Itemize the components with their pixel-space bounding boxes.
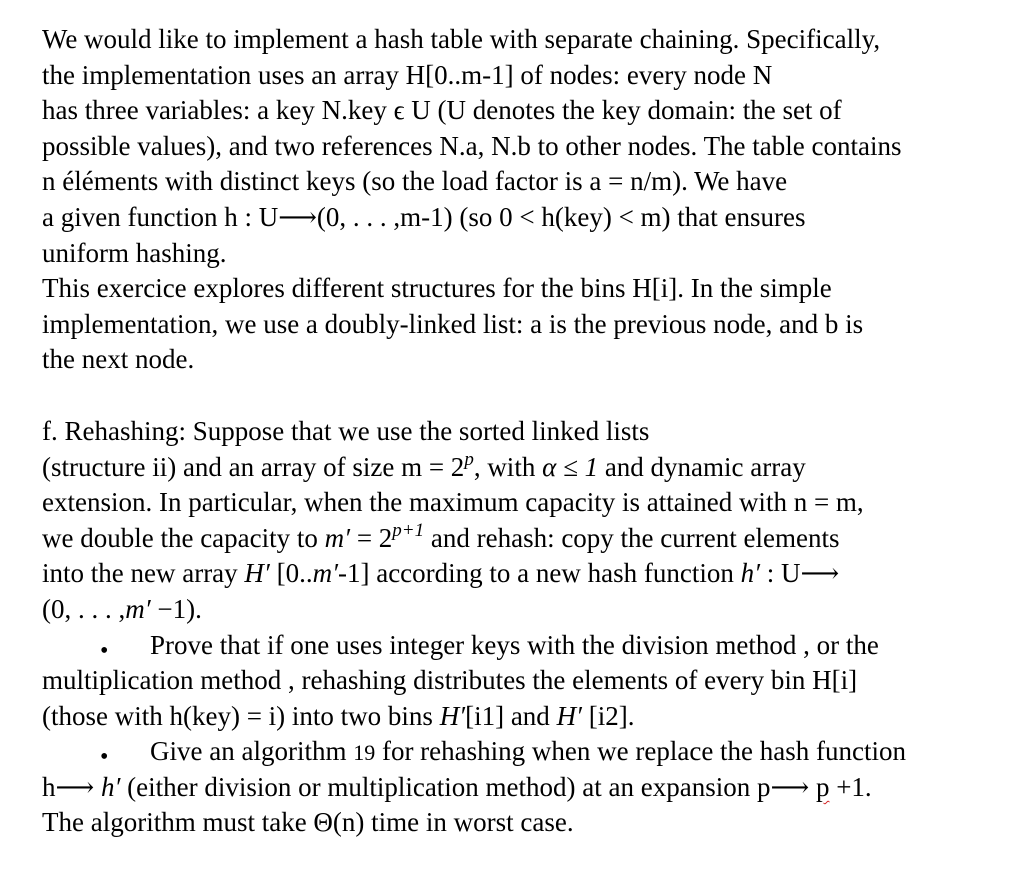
intro-line-6: a given function h : U⟶(0, . . . ,m-1) (so 0 < h(key) < m) that ensures [42, 201, 806, 232]
bullet-2-line-1 [42, 734, 1017, 770]
superscript-p: p [464, 448, 474, 470]
m-prime: m′ [312, 558, 338, 589]
intro-line-9: implementation, we use a doubly-linked list: a is the previous node, and b is [42, 308, 864, 339]
h-array-prime: H′ [244, 558, 270, 589]
text-run: and dynamic array [598, 451, 806, 482]
text-run: [i1] and [465, 700, 557, 731]
intro-line-3: has three variables: a key N.key ϵ U (U denotes the key domain: the set of [42, 95, 842, 126]
m-prime: m′ [125, 593, 151, 624]
question-f-line-5 [42, 556, 1017, 592]
intro-line-10: the next node. [42, 344, 195, 375]
text-run: Prove that if one uses integer keys with the division method , or the [150, 629, 879, 660]
text-run: (those with h(key) = i) into two bins [42, 700, 440, 731]
h-array-prime: H′ [556, 700, 582, 731]
text-run: into the new array [42, 558, 245, 589]
text-run: (structure ii) and an array of size m = 2 [42, 451, 465, 482]
intro-line-7: uniform hashing. [42, 237, 227, 268]
h-array-prime: H′ [439, 700, 466, 731]
text-run: (0, . . . , [42, 593, 126, 624]
text-run: -1] according to a new hash function [337, 558, 741, 589]
question-f-line-4 [42, 521, 1017, 557]
text-run: Give an algorithm [150, 736, 354, 767]
alpha-expression: α ≤ 1 [542, 451, 599, 482]
text-run: +1. [829, 771, 872, 802]
bullet-icon: • [100, 637, 109, 664]
text-run: for rehashing when we replace the hash function [375, 736, 907, 767]
text-run: , with [473, 451, 543, 482]
bullet-2-line-2 [42, 770, 1017, 806]
document-body [42, 22, 1017, 841]
question-f-line-6 [42, 592, 1017, 628]
question-f-line-2 [42, 450, 1017, 486]
text-run: = 2 [350, 522, 393, 553]
bullet-1-line-2: multiplication method , rehashing distributes the elements of every bin H[i] [42, 665, 858, 696]
intro-line-4: possible values), and two references N.a, N.b to other nodes. The table contains [42, 130, 902, 161]
algorithm-number: 19 [353, 740, 376, 766]
text-run: we double the capacity to [42, 522, 325, 553]
bullet-icon: • [100, 744, 109, 771]
bullet-1-line-1 [42, 628, 1017, 664]
bullet-2-line-3: The algorithm must take Θ(n) time in worst case. [42, 807, 574, 838]
intro-line-2: the implementation uses an array H[0..m-1] of nodes: every node N [42, 59, 773, 90]
text-run: h⟶ [42, 771, 101, 802]
text-run: [i2]. [581, 700, 635, 731]
h-function-prime: h′ [740, 558, 761, 589]
paragraph-gap [42, 378, 1017, 414]
intro-line-5: n éléments with distinct keys (so the load factor is a = n/m). We have [42, 166, 788, 197]
text-run: (either division or multiplication method) at an expansion p⟶ [120, 771, 816, 802]
text-run: [0.. [269, 558, 313, 589]
text-run: and rehash: copy the current elements [424, 522, 840, 553]
question-f-line-1: f. Rehashing: Suppose that we use the sorted linked lists [42, 415, 650, 446]
text-run: : U⟶ [760, 558, 840, 589]
superscript-p-plus-1: p+1 [392, 519, 425, 541]
spellcheck-underlined-p: p [815, 771, 830, 802]
intro-line-1: We would like to implement a hash table with separate chaining. Specifically, [42, 24, 881, 54]
intro-line-8: This exercice explores different structures for the bins H[i]. In the simple [42, 273, 832, 304]
h-function-prime: h′ [100, 771, 121, 802]
m-prime: m′ [324, 522, 351, 553]
bullet-1-line-3 [42, 699, 1017, 735]
text-run: −1). [150, 593, 202, 624]
question-f-line-3: extension. In particular, when the maximum capacity is attained with n = m, [42, 487, 864, 518]
